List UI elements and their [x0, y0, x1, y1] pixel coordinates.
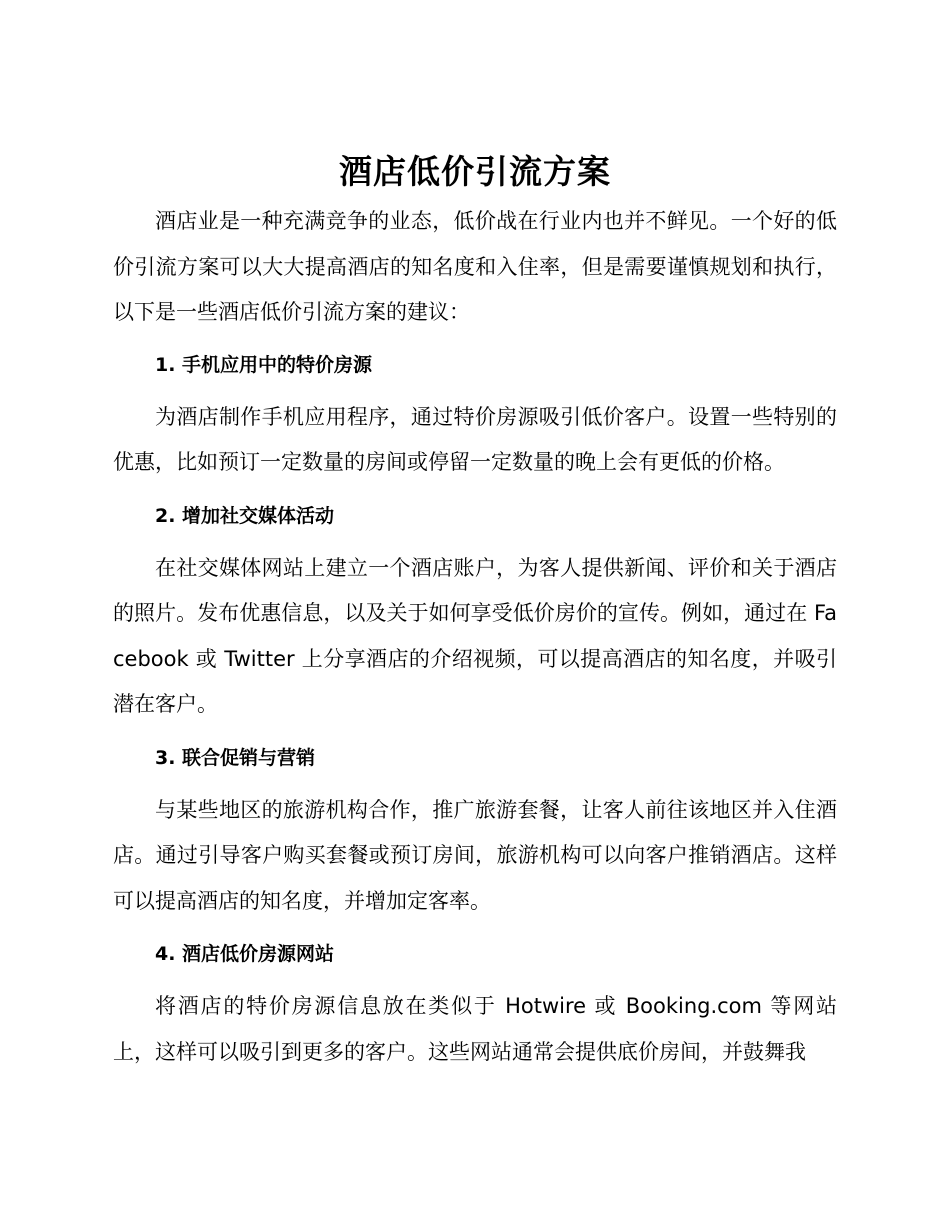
section-paragraph: 为酒店制作手机应用程序，通过特价房源吸引低价客户。设置一些特别的优惠，比如预订一定数量的房间或停留一定数量的晚上会有更低的价格。 [113, 404, 837, 474]
section-heading: 1. 手机应用中的特价房源 [155, 353, 373, 376]
section-heading: 4. 酒店低价房源网站 [155, 943, 335, 965]
document-title: 酒店低价引流方案 [339, 152, 611, 191]
section-paragraph: 与某些地区的旅游机构合作，推广旅游套餐，让客人前往该地区并入住酒店。通过引导客户购买套餐或预订房间，旅游机构可以向客户推销酒店。这样可以提高酒店的知名度，并增加定客率。 [113, 797, 837, 913]
section-heading: 3. 联合促销与营销 [155, 746, 316, 769]
section-paragraph: 在社交媒体网站上建立一个酒店账户，为客人提供新闻、评价和关于酒店的照片。发布优惠信息，以及关于如何享受低价房价的宣传。例如，通过在 Facebook 或 Twitter 上分享酒店的介绍视频，可以提高酒店的知名度，并吸引潜在客户。 [113, 555, 837, 716]
section-heading: 2. 增加社交媒体活动 [155, 504, 335, 527]
document-body [113, 199, 837, 1075]
section-paragraph: 将酒店的特价房源信息放在类似于 Hotwire 或 Booking.com 等网站上，这样可以吸引到更多的客户。这些网站通常会提供底价房间，并鼓舞我 [113, 994, 837, 1064]
intro-paragraph: 酒店业是一种充满竞争的业态，低价战在行业内也并不鲜见。一个好的低价引流方案可以大大提高酒店的知名度和入住率，但是需要谨慎规划和执行，以下是一些酒店低价引流方案的建议： [113, 209, 837, 324]
